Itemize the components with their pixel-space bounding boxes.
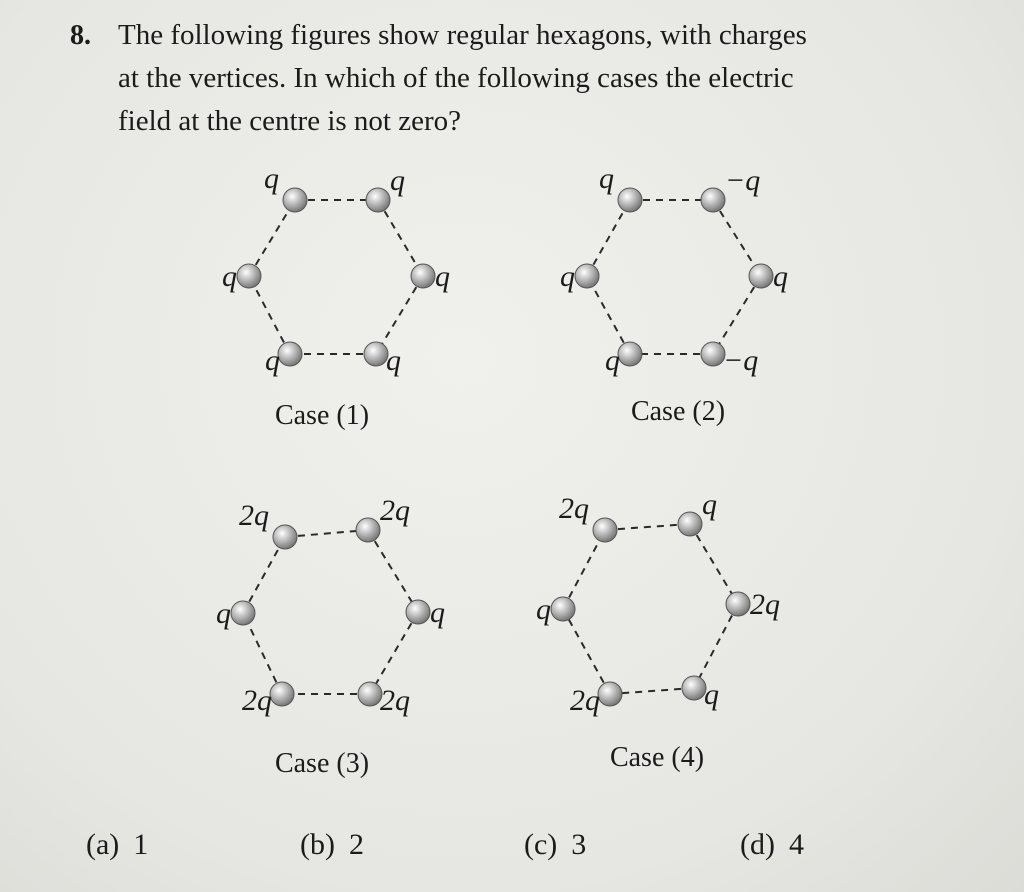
charge-sphere-top-right [701, 188, 725, 212]
hexagon-edge [694, 604, 738, 688]
charge-label-top-left: 2q [239, 499, 269, 532]
case-caption: Case (3) [274, 748, 370, 779]
question-line: at the vertices. In which of the following cases the electric [118, 62, 794, 94]
charge-sphere-top-right [366, 188, 390, 212]
charge-sphere-bottom-right [364, 342, 388, 366]
charge-label-bottom-left: q [605, 344, 620, 377]
hexagon-case-3 [216, 494, 445, 779]
question-line: The following figures show regular hexagons, with charges [118, 19, 807, 51]
charge-sphere-right [749, 264, 773, 288]
hexagon-edge [690, 524, 738, 604]
charge-label-left: q [222, 260, 237, 293]
charge-label-top-right: q [390, 164, 405, 197]
charge-sphere-right [726, 592, 750, 616]
charge-label-right: q [773, 260, 788, 293]
option-label: (b) [300, 828, 335, 861]
charge-sphere-bottom-left [270, 682, 294, 706]
charge-sphere-bottom-right [358, 682, 382, 706]
hexagon-case-2 [560, 162, 788, 427]
charge-sphere-top-left [273, 525, 297, 549]
hexagon-edge [713, 200, 761, 276]
charge-sphere-bottom-left [278, 342, 302, 366]
charge-label-bottom-right: 2q [380, 684, 410, 717]
hexagon-edge [249, 200, 295, 276]
hexagon-edge [563, 609, 610, 694]
question-number: 8. [70, 20, 91, 51]
option-b[interactable] [300, 828, 364, 862]
charge-sphere-top-left [283, 188, 307, 212]
hexagon-edge [605, 524, 690, 530]
option-a[interactable] [86, 828, 148, 862]
charge-sphere-top-left [593, 518, 617, 542]
charge-sphere-top-right [678, 512, 702, 536]
option-c[interactable] [524, 828, 586, 862]
charge-sphere-top-left [618, 188, 642, 212]
option-label: (d) [740, 828, 775, 861]
option-value: 2 [348, 828, 364, 861]
charge-sphere-left [237, 264, 261, 288]
charge-label-right: q [435, 260, 450, 293]
charge-sphere-right [406, 600, 430, 624]
charge-sphere-top-right [356, 518, 380, 542]
charge-label-bottom-left: 2q [570, 684, 600, 717]
hexagon-edge [587, 276, 630, 354]
charge-label-bottom-left: q [265, 344, 280, 377]
hexagon-edge [249, 276, 290, 354]
charge-label-bottom-right: q [386, 344, 401, 377]
charge-label-top-right: q [702, 488, 717, 521]
charge-sphere-bottom-left [618, 342, 642, 366]
charge-label-top-right: 2q [380, 494, 410, 527]
charge-sphere-left [575, 264, 599, 288]
hexagon-edge [587, 200, 630, 276]
case-caption: Case (1) [274, 400, 370, 431]
hexagon-edge [378, 200, 423, 276]
option-label: (c) [524, 828, 558, 861]
question-line: field at the centre is not zero? [118, 105, 462, 137]
hexagon-edge [610, 688, 694, 694]
hexagon-edge [370, 612, 418, 694]
option-value: 4 [788, 828, 804, 861]
hexagon-edge [243, 537, 285, 613]
charge-label-bottom-right: −q [723, 344, 759, 377]
hexagon-case-1 [222, 162, 450, 431]
charge-label-top-right: −q [725, 164, 761, 197]
case-caption: Case (2) [630, 396, 726, 427]
charge-label-right: 2q [750, 588, 780, 621]
charge-label-top-left: q [599, 162, 614, 195]
charge-label-right: q [430, 596, 445, 629]
case-caption: Case (4) [609, 742, 705, 773]
hexagon-edge [713, 276, 761, 354]
charge-label-left: q [560, 260, 575, 293]
answer-options [0, 828, 1024, 888]
charge-sphere-bottom-right [701, 342, 725, 366]
charge-sphere-left [551, 597, 575, 621]
option-value: 1 [133, 828, 149, 861]
charge-label-top-left: q [264, 162, 279, 195]
hexagon-edge [563, 530, 605, 609]
charge-label-left: q [536, 593, 551, 626]
option-label: (a) [86, 828, 120, 861]
charge-sphere-right [411, 264, 435, 288]
charge-sphere-bottom-left [598, 682, 622, 706]
charge-sphere-bottom-right [682, 676, 706, 700]
charge-sphere-left [231, 601, 255, 625]
charge-label-left: q [216, 597, 231, 630]
charge-label-bottom-left: 2q [242, 684, 272, 717]
hexagon-edge [243, 613, 282, 694]
option-d[interactable] [740, 828, 804, 862]
option-value: 3 [571, 828, 587, 861]
hexagon-edge [368, 530, 418, 612]
charge-label-bottom-right: q [704, 678, 719, 711]
charge-label-top-left: 2q [559, 492, 589, 525]
hexagon-edge [376, 276, 423, 354]
hexagon-case-4 [536, 488, 780, 773]
